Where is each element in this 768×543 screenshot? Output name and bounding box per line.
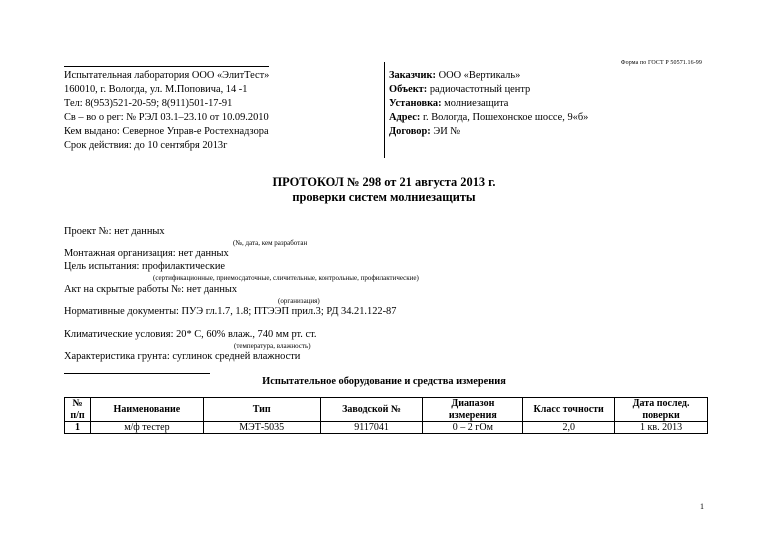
customer-line: Заказчик: ООО «Вертикаль»	[389, 70, 521, 81]
header-number: № п/п	[65, 398, 91, 422]
form-reference: Форма по ГОСТ Р 50571.16-99	[620, 60, 702, 66]
cell-type: МЭТ-5035	[203, 422, 320, 434]
page-number: 1	[700, 502, 704, 511]
installation-line: Установка: молниезащита	[389, 98, 509, 109]
header-rule	[64, 66, 269, 67]
client-info-block	[389, 69, 588, 139]
purpose-note: (сертификационные, приемосдаточные, сличительные, контрольные, профилактические)	[153, 274, 419, 282]
table-row	[65, 422, 708, 434]
cell-range: 0 – 2 гОм	[423, 422, 523, 434]
soil-field: Характеристика грунта: суглинок средней влажности	[64, 351, 301, 362]
lab-validity: Срок действия: до 10 сентября 2013г	[64, 140, 228, 151]
column-divider	[384, 62, 385, 158]
lab-info-block	[64, 69, 269, 153]
climate-field: Климатические условия: 20* С, 60% влаж., 740 мм рт. ст.	[64, 329, 317, 340]
cell-serial: 9117041	[320, 422, 423, 434]
hidden-works-note: (организация)	[278, 297, 320, 305]
header-name: Наименование	[90, 398, 203, 422]
normative-field: Нормативные документы: ПУЭ гл.1.7, 1.8; ПТЭЭП прил.3; РД 34.21.122-87	[64, 306, 397, 317]
header-accuracy: Класс точности	[523, 398, 615, 422]
table-header-row	[65, 398, 708, 422]
climate-note: (температура, влажность)	[234, 342, 311, 350]
section-rule	[64, 373, 210, 374]
header-last-check: Дата послед. поверки	[615, 398, 708, 422]
project-field: Проект №: нет данных	[64, 226, 165, 237]
lab-registration: Св – во о рег: № РЭЛ 03.1–23.10 от 10.09.2010	[64, 112, 269, 123]
montage-field: Монтажная организация: нет данных	[64, 248, 229, 259]
header-type: Тип	[203, 398, 320, 422]
project-note: (№, дата, кем разработан	[233, 239, 308, 247]
hidden-works-field: Акт на скрытые работы №: нет данных	[64, 284, 238, 295]
equipment-title: Испытательное оборудование и средства измерения	[262, 376, 506, 387]
equipment-table	[64, 397, 708, 434]
cell-last-check: 1 кв. 2013	[615, 422, 708, 434]
lab-phone: Тел: 8(953)521-20-59; 8(911)501-17-91	[64, 98, 233, 109]
object-line: Объект: радиочастотный центр	[389, 84, 531, 95]
protocol-title-line2: проверки систем молниезащиты	[292, 190, 476, 204]
lab-address: 160010, г. Вологда, ул. М.Поповича, 14 -1	[64, 84, 248, 95]
lab-issued-by: Кем выдано: Северное Управ-е Ростехнадзора	[64, 126, 269, 137]
protocol-title-line1: ПРОТОКОЛ № 298 от 21 августа 2013 г.	[272, 175, 496, 189]
purpose-field: Цель испытания: профилактические	[64, 261, 225, 272]
header-serial: Заводской №	[320, 398, 423, 422]
address-line: Адрес: г. Вологда, Пошехонское шоссе, 9«б»	[389, 112, 589, 123]
cell-name: м/ф тестер	[90, 422, 203, 434]
protocol-title	[0, 175, 768, 205]
lab-name: Испытательная лаборатория ООО «ЭлитТест»	[64, 70, 270, 81]
cell-accuracy: 2,0	[523, 422, 615, 434]
header-range: Диапазон измерения	[423, 398, 523, 422]
cell-number: 1	[65, 422, 91, 434]
contract-line: Договор: ЭИ №	[389, 126, 461, 137]
